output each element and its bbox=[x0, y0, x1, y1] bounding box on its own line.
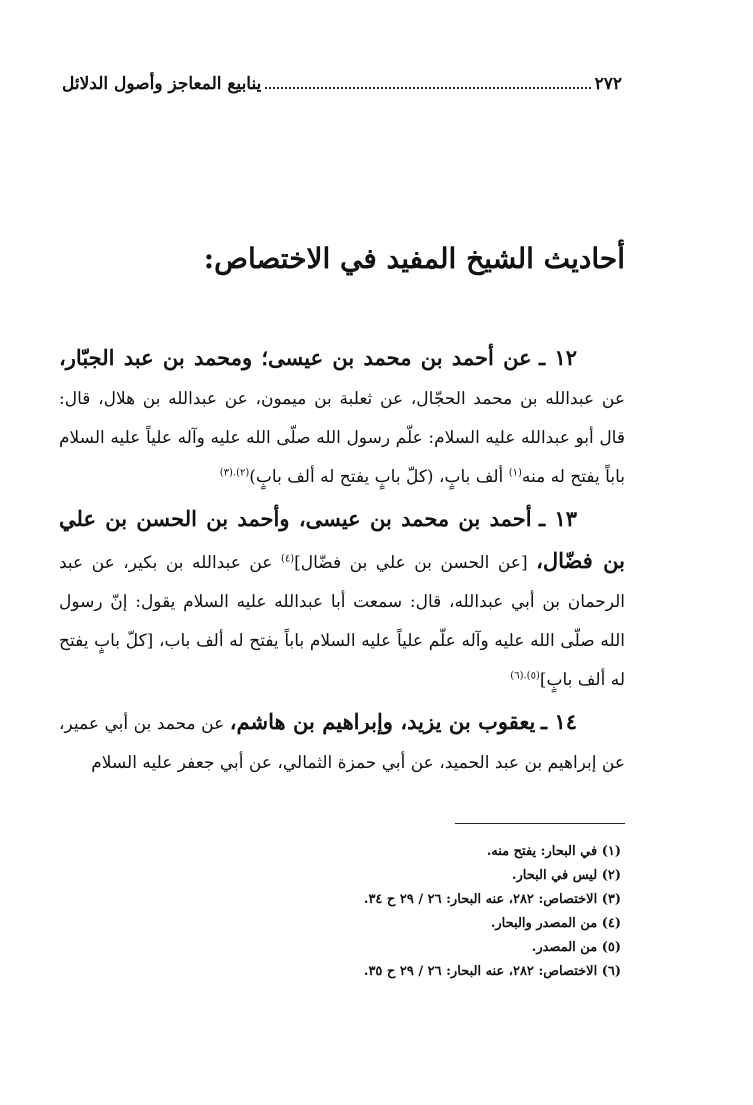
hadith-13-number: ١٣ ـ bbox=[538, 506, 577, 531]
footnote-4: (٤) من المصدر والبحار. bbox=[490, 916, 621, 931]
footnote-ref-5: (٥) bbox=[526, 670, 540, 682]
hadith-12 bbox=[59, 338, 625, 497]
hadith-12-text-1: عن عبدالله بن محمد الحجّال، عن ثعلبة بن ميمون، عن عبدالله بن هلال، قال: قال أبو عبدالله عليه السلام: علّم رسول الله صلّى الله عليه وآله علياً عليه السلام باباً يفتح له منه bbox=[59, 389, 625, 487]
hadith-14 bbox=[59, 702, 625, 783]
running-title: ينابيع المعاجز وأصول الدلائل bbox=[62, 74, 262, 94]
footnote-ref-4: (٤) bbox=[280, 553, 295, 565]
hadith-14-text: عن محمد بن أبي عمير، عن إبراهيم بن عبد الحميد، عن أبي حمزة الثمالي، عن أبي جعفر عليه السلام bbox=[59, 714, 625, 773]
footnote-2: (٢) ليس في البحار. bbox=[511, 868, 621, 883]
hadith-12-text-2: ألف بابٍ، (كلّ بابٍ يفتح له ألف بابٍ) bbox=[249, 467, 509, 487]
footnote-ref-2: (٢) bbox=[236, 467, 250, 479]
hadith-13 bbox=[59, 499, 625, 700]
hadith-14-number: ١٤ ـ bbox=[540, 709, 578, 734]
hadith-12-number: ١٢ ـ bbox=[539, 345, 578, 370]
section-heading: أحاديث الشيخ المفيد في الاختصاص: bbox=[203, 242, 625, 275]
page-number: ٢٧٢ bbox=[594, 74, 622, 94]
hadith-13-chain: أحمد بن محمد بن عيسى، وأحمد بن الحسن بن علي بن فضّال، bbox=[59, 506, 625, 573]
header-dot-leader bbox=[265, 75, 590, 89]
footnote-3: (٣) الاختصاص: ٢٨٢، عنه البحار: ٢٦ / ٢٩ ح ٣٤. bbox=[363, 892, 621, 907]
footnote-1: (١) في البحار: يفتح منه. bbox=[486, 844, 621, 859]
hadith-14-chain: يعقوب بن يزيد، وإبراهيم بن هاشم، bbox=[229, 709, 536, 734]
body-text bbox=[59, 338, 625, 783]
footnote-separator bbox=[455, 823, 625, 824]
footnote-ref-6: .(٦) bbox=[510, 670, 527, 682]
hadith-12-chain: عن أحمد بن محمد بن عيسى؛ ومحمد بن عبد الجبّار، bbox=[59, 345, 532, 370]
footnote-ref-1: (١) bbox=[508, 467, 522, 479]
hadith-13-text-2: عن عبدالله بن بكير، عن عبد الرحمان بن أبي عبدالله، قال: سمعت أبا عبدالله عليه السلام يقول: إنّ رسول الله صلّى الله عليه وآله علّم علياً عليه السلام باباً يفتح له ألف باب، [كلّ بابٍ يفتح له ألف بابٍ] bbox=[59, 553, 625, 690]
footnote-5: (٥) من المصدر. bbox=[531, 940, 621, 955]
running-header bbox=[62, 74, 622, 104]
footnote-ref-3: .(٣) bbox=[219, 467, 237, 479]
footnote-6: (٦) الاختصاص: ٢٨٢، عنه البحار: ٢٦ / ٢٩ ح ٣٥. bbox=[363, 964, 621, 979]
footnotes bbox=[225, 840, 625, 984]
hadith-13-text-1: [عن الحسن بن علي بن فضّال] bbox=[294, 553, 537, 573]
